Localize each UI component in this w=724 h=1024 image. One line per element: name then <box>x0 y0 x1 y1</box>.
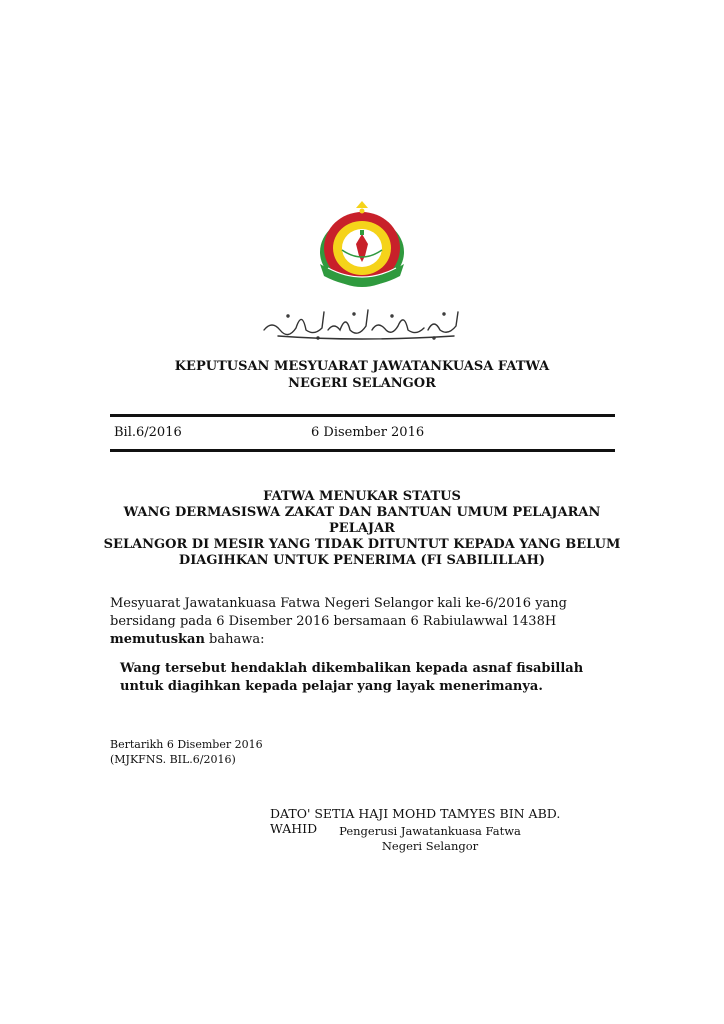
fatwa-title <box>100 489 624 569</box>
intro-text-end: bahawa: <box>204 632 265 647</box>
role-line: Negeri Selangor <box>381 839 479 853</box>
intro-text: Mesyuarat Jawatankuasa Fatwa Negeri Selangor kali ke-6/2016 yang bersidang pada 6 Disember 2016 bersamaan 6 Rabiulawwal 1438H <box>110 596 567 629</box>
signatory-name: DATO' SETIA HAJI MOHD TAMYES BIN ABD. WAHID <box>270 806 561 836</box>
heading-line: KEPUTUSAN MESYUARAT JAWATANKUASA FATWA <box>174 359 550 374</box>
state-crest-icon <box>312 198 412 294</box>
title-line: WANG DERMASISWA ZAKAT DAN BANTUAN UMUM PELAJARAN PELAJAR <box>123 505 601 536</box>
intro-paragraph <box>110 595 620 649</box>
document-heading <box>100 358 624 392</box>
dated-block <box>110 737 263 767</box>
reference-date: 6 Disember 2016 <box>311 425 425 440</box>
divider <box>110 449 615 452</box>
jawi-calligraphy-icon <box>258 300 468 344</box>
title-line: FATWA MENUKAR STATUS <box>263 489 461 504</box>
role-line: Pengerusi Jawatankuasa Fatwa <box>339 824 521 838</box>
reference-code: (MJKFNS. BIL.6/2016) <box>110 753 236 766</box>
title-line: DIAGIHKAN UNTUK PENERIMA (FI SABILILLAH) <box>178 553 546 568</box>
intro-bold-word: memutuskan <box>110 632 205 647</box>
decision-text: Wang tersebut hendaklah dikembalikan kepada asnaf fisabillah untuk diagihkan kepada pelajar yang layak menerimanya. <box>120 661 584 694</box>
dated-line: Bertarikh 6 Disember 2016 <box>110 738 263 751</box>
heading-line: NEGERI SELANGOR <box>288 376 436 391</box>
signatory-role <box>270 824 590 854</box>
title-line: SELANGOR DI MESIR YANG TIDAK DITUNTUT KEPADA YANG BELUM <box>103 537 621 552</box>
reference-number: Bil.6/2016 <box>114 425 182 440</box>
divider <box>110 414 615 417</box>
